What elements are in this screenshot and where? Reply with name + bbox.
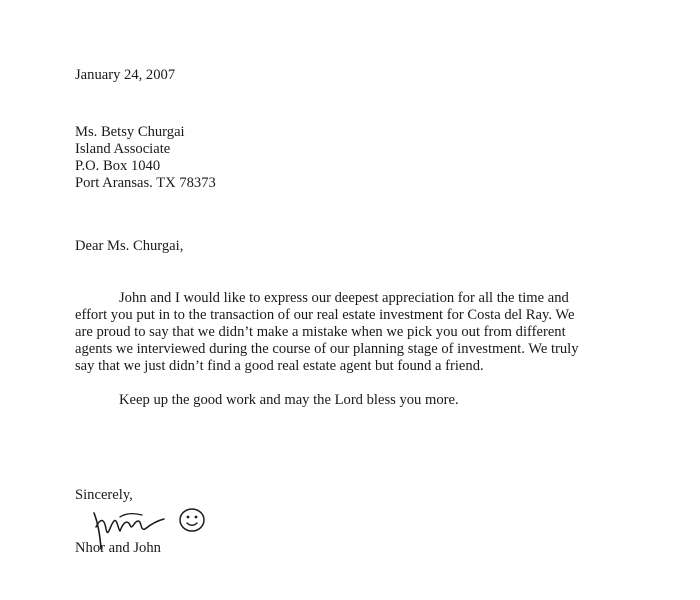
smiley-face-icon [177, 506, 207, 534]
paragraph1-line: effort you put in to the transaction of our real estate investment for Costa del Ray. We [75, 307, 575, 323]
paragraph1-line: are proud to say that we didn’t make a mistake when we pick you out from different [75, 324, 566, 340]
recipient-address-line2: Port Aransas. TX 78373 [75, 175, 216, 191]
signer-name: Nhor and John [75, 540, 161, 556]
paragraph1-line: John and I would like to express our deepest appreciation for all the time and [119, 290, 569, 306]
recipient-company: Island Associate [75, 141, 171, 157]
paragraph2: Keep up the good work and may the Lord bless you more. [119, 392, 459, 408]
paragraph1-line: agents we interviewed during the course of our planning stage of investment. We truly [75, 341, 579, 357]
closing: Sincerely, [75, 487, 133, 503]
recipient-address-line1: P.O. Box 1040 [75, 158, 161, 174]
paragraph1-line: say that we just didn’t find a good real estate agent but found a friend. [75, 358, 484, 374]
salutation: Dear Ms. Churgai, [75, 238, 184, 254]
letter-date: January 24, 2007 [75, 67, 176, 83]
recipient-name: Ms. Betsy Churgai [75, 124, 185, 140]
